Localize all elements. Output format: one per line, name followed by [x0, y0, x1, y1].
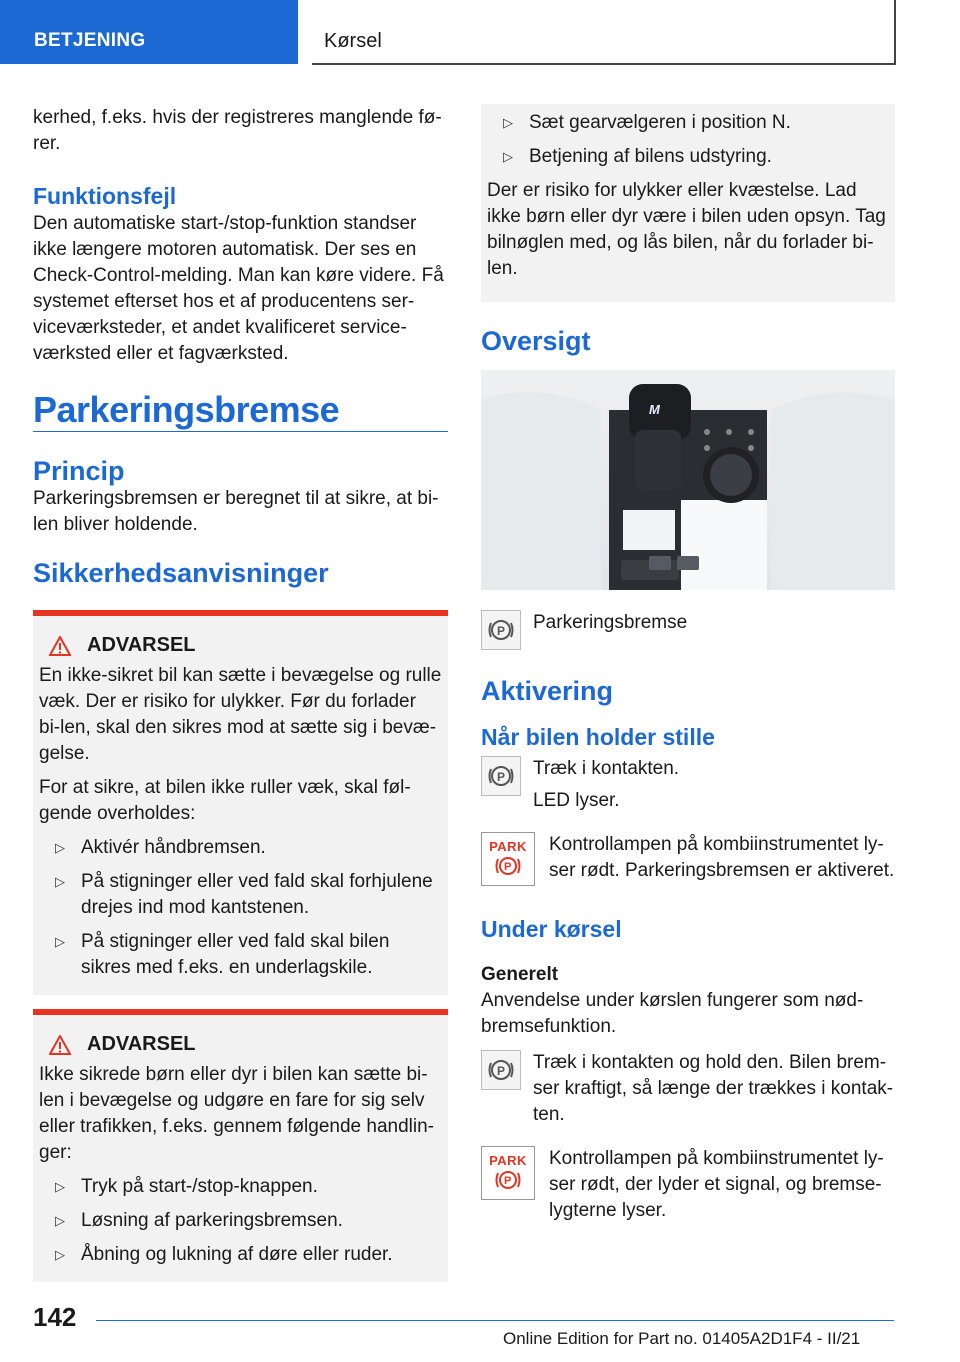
list-item: ▷ På stigninger eller ved fald skal forhjulene drejes ind mod kantstenen. [55, 869, 442, 921]
standstill-pull-row [481, 756, 895, 814]
bullet-triangle-icon: ▷ [55, 1179, 65, 1194]
warning-title-label-1: ADVARSEL [87, 634, 196, 656]
driving-park-row [481, 1146, 895, 1224]
overview-caption-row [481, 610, 895, 650]
bullet-triangle-icon: ▷ [55, 934, 65, 949]
overview-caption: Parkeringsbremse [533, 612, 688, 633]
right-column [481, 104, 895, 1224]
list-item: ▷ Tryk på start-/stop-knappen. [55, 1174, 442, 1200]
bullet-triangle-icon: ▷ [55, 840, 65, 855]
left-column [33, 100, 448, 1282]
park-indicator-label: PARK [489, 839, 527, 854]
warning-continuation-box [481, 104, 895, 302]
gear-console-image [481, 370, 895, 590]
svg-text:P: P [497, 1064, 506, 1078]
parking-brake-switch-icon [481, 610, 521, 650]
warning-title-1 [39, 634, 442, 657]
standstill-heading: Når bilen holder stille [481, 724, 715, 750]
safety-heading: Sikkerhedsanvisninger [33, 558, 329, 588]
warning2-text1: Ikke sikrede børn eller dyr i bilen kan sætte bi-len i bevægelse og udgøre en fare for sig selv eller trafikken, f.eks. gennem følgende handlin-ger: [39, 1064, 434, 1163]
main-heading: Parkeringsbremse [33, 389, 340, 430]
svg-text:P: P [497, 770, 506, 784]
overview-heading: Oversigt [481, 326, 591, 356]
standstill-park-row [481, 832, 895, 886]
warning-box-1 [33, 610, 448, 995]
warning-continuation-text: Der er risiko for ulykker eller kvæstelse. Lad ikke børn eller dyr være i bilen uden opsyn. Tag bilnøglen med, og lås bilen, når du forlader bi-len. [487, 180, 886, 279]
fault-heading: Funktionsfejl [33, 183, 177, 209]
header-section-tab [0, 0, 298, 64]
driving-pull-row [481, 1050, 895, 1128]
warning-triangle-icon [49, 636, 71, 656]
general-text: Anvendelse under kørslen fungerer som nød-bremsefunktion. [481, 990, 864, 1037]
bullet-triangle-icon: ▷ [503, 115, 513, 130]
list-item: ▷ Betjening af bilens udstyring. [503, 144, 889, 170]
page-number: 142 [33, 1302, 77, 1332]
principle-text: Parkeringsbremsen er beregnet til at sikre, at bi-len bliver holdende. [33, 488, 439, 535]
footer-rule [96, 1320, 894, 1321]
header-chapter-box [312, 0, 896, 65]
list-item: ▷ Åbning og lukning af døre eller ruder. [55, 1242, 442, 1268]
svg-text:P: P [504, 861, 512, 873]
bullet-triangle-icon: ▷ [55, 1247, 65, 1262]
list-item: ▷ Aktivér håndbremsen. [55, 835, 442, 861]
bullet-triangle-icon: ▷ [503, 149, 513, 164]
warning-title-2 [39, 1033, 442, 1056]
intro-text: kerhed, f.eks. hvis der registreres manglende fø-rer. [33, 107, 442, 154]
warning-title-label-2: ADVARSEL [87, 1033, 196, 1055]
park-indicator-icon [481, 832, 535, 886]
park-indicator-label: PARK [489, 1153, 527, 1168]
principle-heading: Princip [33, 456, 125, 486]
standstill-line1: Træk i kontakten. [533, 758, 680, 779]
list-item: ▷ På stigninger eller ved fald skal bilen sikres med f.eks. en underlagskile. [55, 929, 442, 981]
warning-box-2 [33, 1009, 448, 1282]
warning1-text1: En ikke-sikret bil kan sætte i bevægelse og rulle væk. Der er risiko for ulykker. Før du forlader bi-len, skal den sikres mod at sætte sig i bevæ-gelse. [39, 665, 442, 764]
parking-brake-switch-icon [481, 1050, 521, 1090]
header-section-label: BETJENING [34, 30, 146, 51]
bullet-triangle-icon: ▷ [55, 874, 65, 889]
activation-heading: Aktivering [481, 676, 614, 706]
fault-text: Den automatiske start-/stop-funktion standser ikke længere motoren automatisk. Der ses en Check-Control-melding. Man kan køre videre. Få systemet efterset hos et af producentens ser-viceværksteder, et andet kvalificeret service-værksted eller et fagværksted. [33, 213, 444, 364]
driving-heading: Under kørsel [481, 916, 622, 942]
driving-park-text: Kontrollampen på kombiinstrumentet ly-ser rødt, der lyder et signal, og bremse-lygterne lyser. [549, 1148, 884, 1221]
driving-pull-text: Træk i kontakten og hold den. Bilen brem-ser kraftigt, så længe der trækkes i kontak-ten. [533, 1052, 894, 1125]
svg-text:P: P [504, 1175, 512, 1187]
standstill-line2: LED lyser. [533, 790, 620, 811]
svg-text:P: P [497, 624, 506, 638]
header-chapter-label: Kørsel [324, 30, 382, 52]
console-photo [481, 370, 895, 590]
svg-text:M: M [649, 402, 660, 417]
list-item: ▷ Løsning af parkeringsbremsen. [55, 1208, 442, 1234]
park-indicator-icon [481, 1146, 535, 1200]
warning-triangle-icon [49, 1035, 71, 1055]
warning1-text2: For at sikre, at bilen ikke ruller væk, skal føl-gende overholdes: [39, 777, 411, 824]
general-heading: Generelt [481, 964, 559, 985]
standstill-park-text: Kontrollampen på kombiinstrumentet ly-ser rødt. Parkeringsbremsen er aktiveret. [549, 834, 895, 881]
parking-brake-switch-icon [481, 756, 521, 796]
bullet-triangle-icon: ▷ [55, 1213, 65, 1228]
list-item: ▷ Sæt gearvælgeren i position N. [503, 110, 889, 136]
heading-rule [33, 431, 448, 432]
footer-edition: Online Edition for Part no. 01405A2D1F4 - II/21 [503, 1329, 861, 1348]
